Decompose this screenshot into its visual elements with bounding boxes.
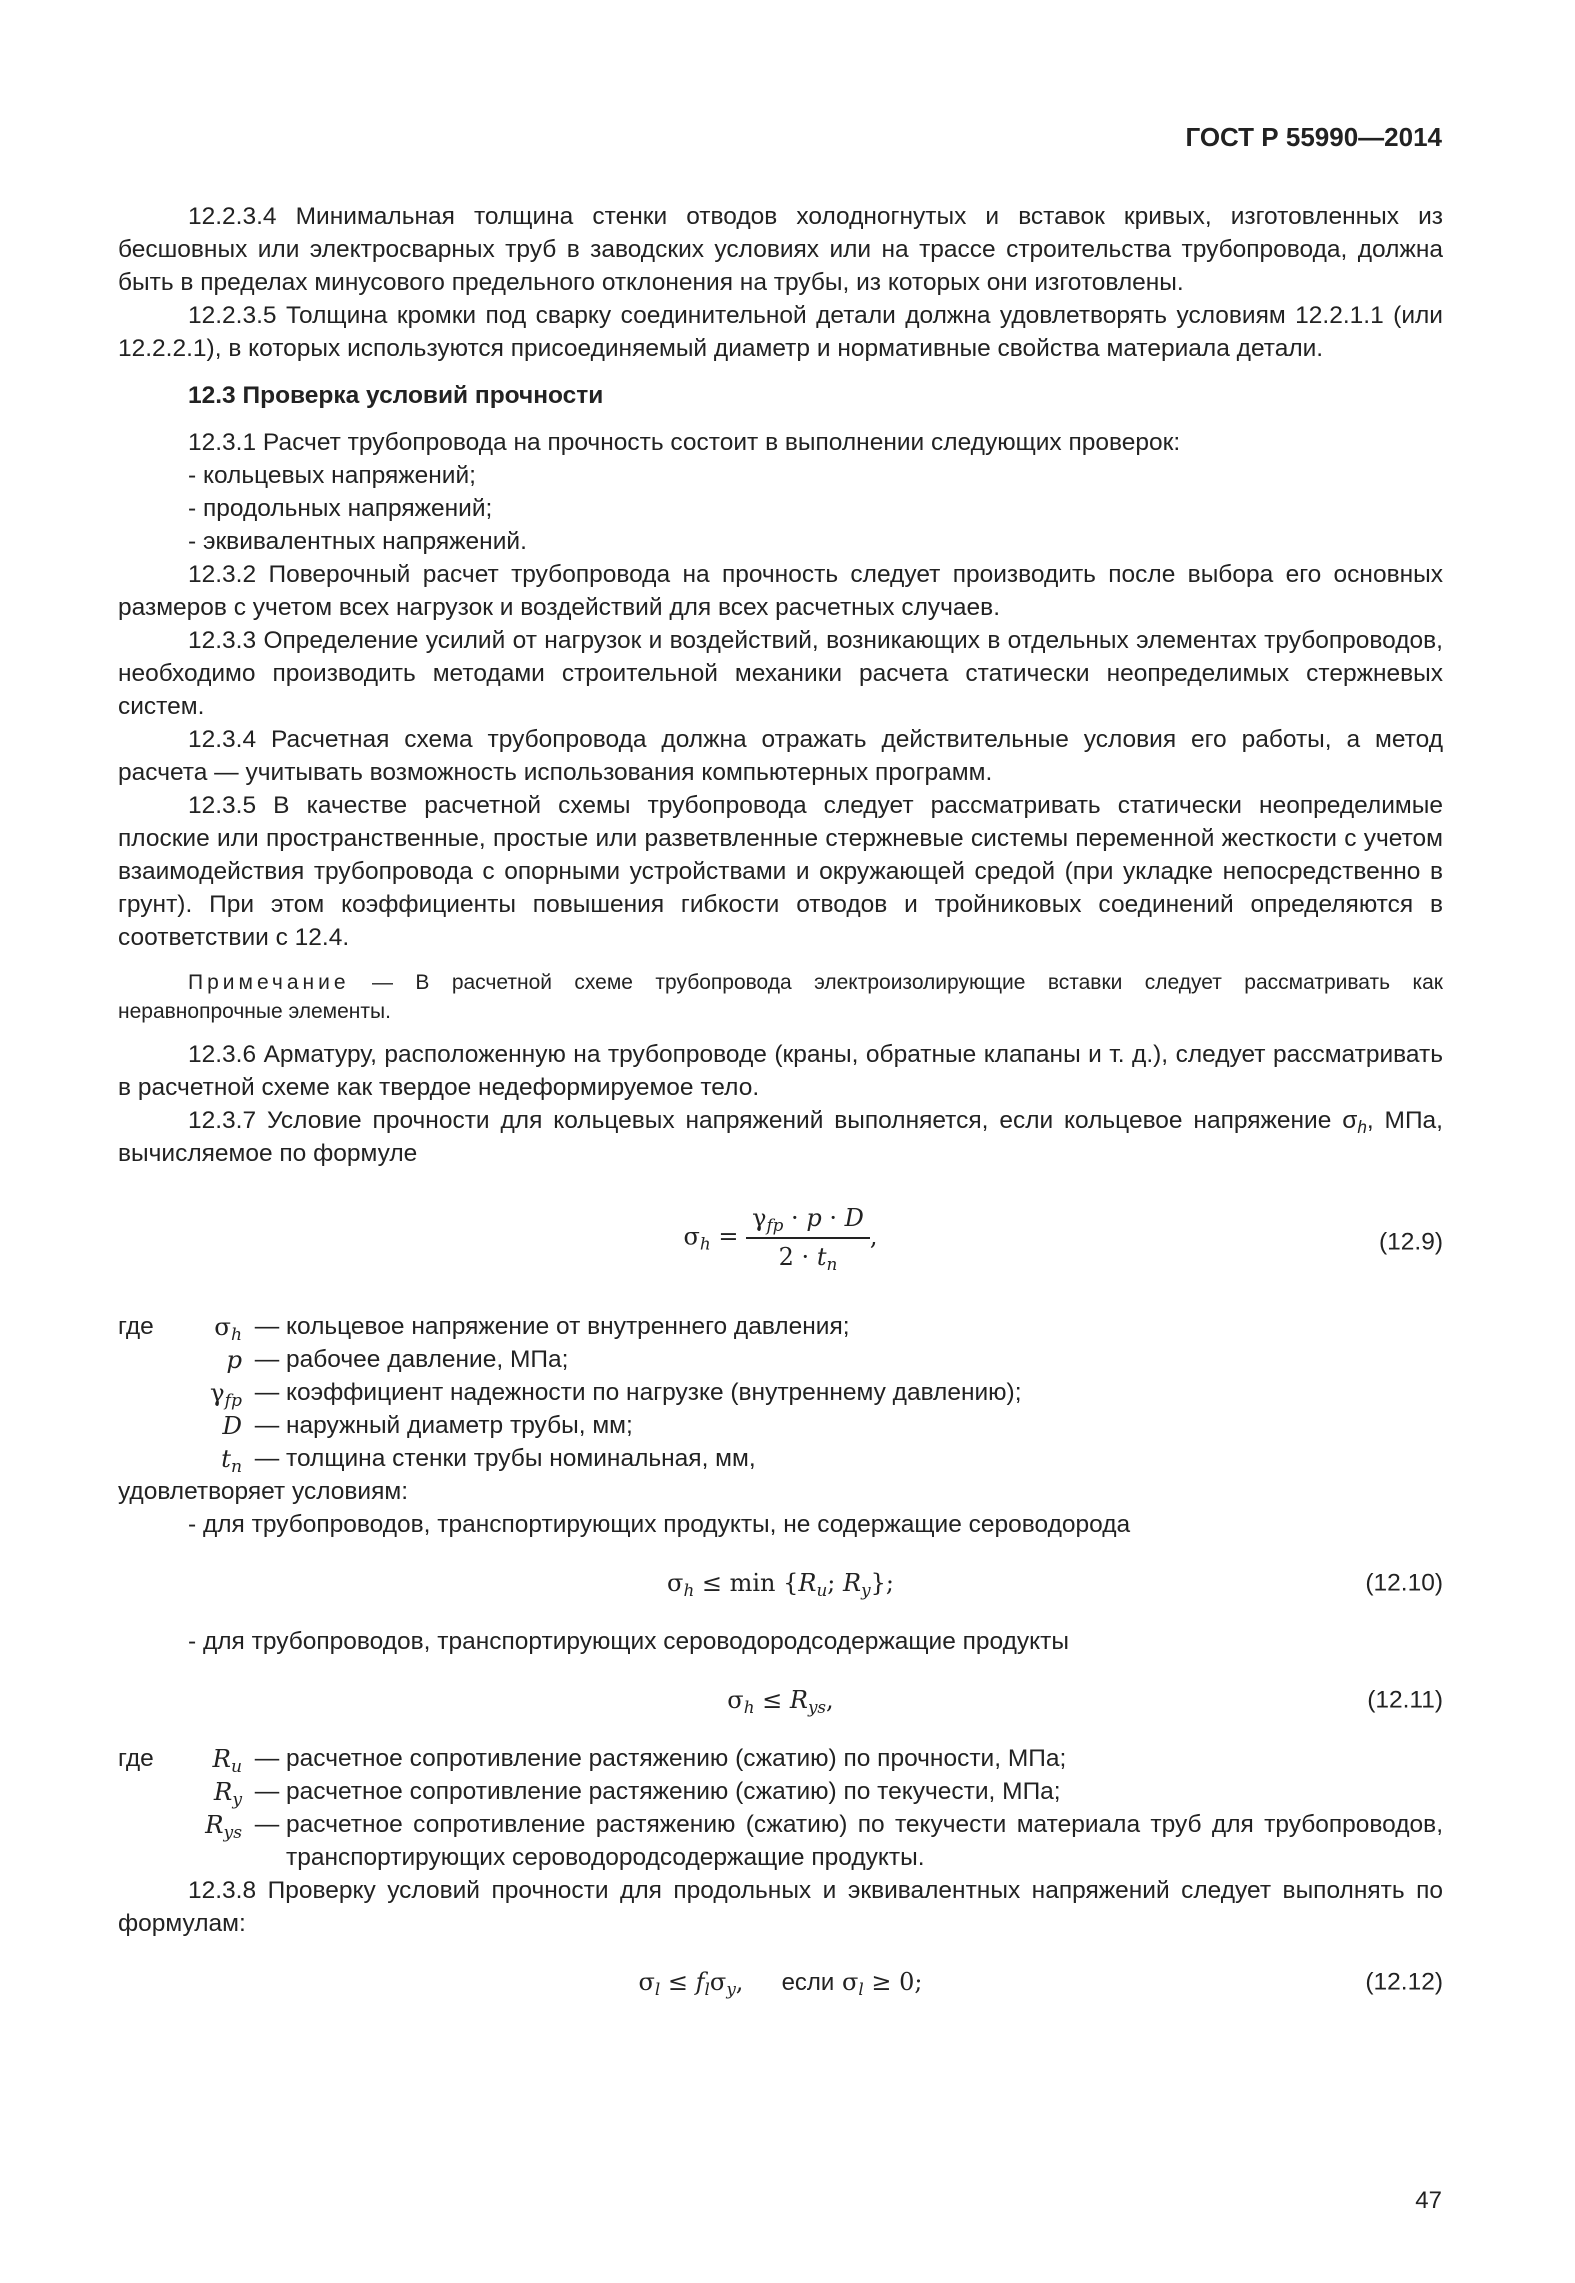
condition-2: - для трубопроводов, транспортирующих сероводородсодержащие продукты <box>188 1628 1069 1655</box>
formula-number: (12.10) <box>1365 1569 1443 1597</box>
formula-expression: $\sigma_l \le f_l\sigma_y$, если $\sigma_l \ge 0$; <box>638 1968 923 1999</box>
section-heading-12-3: 12.3 Проверка условий прочности <box>188 382 604 409</box>
paragraph-12-3-6: 12.3.6 Арматуру, расположенную на трубопроводе (краны, обратные клапаны и т. д.), следует рассматривать в расчетной схеме как твердое недеформируемое тело. <box>118 1041 1443 1101</box>
formula-12-9 <box>118 1194 1443 1290</box>
formula-expression: $\sigma_h$ = $\frac{\gamma_{fp} \cdot p \cdot D}{2 \cdot t_n}$ , <box>683 1204 878 1274</box>
paragraph-12-3-8: 12.3.8 Проверку условий прочности для продольных и эквивалентных напряжений следует выполнять по формулам: <box>118 1877 1443 1937</box>
symbol-description: рабочее давление, МПа; <box>286 1346 569 1373</box>
symbol: $R_u$ <box>212 1744 242 1777</box>
formula-expression: $\sigma_h \le \min \{R_u$; $R_y$}; <box>667 1569 894 1600</box>
formula-number: (12.12) <box>1365 1968 1443 1996</box>
standard-header: ГОСТ Р 55990—2014 <box>1185 122 1442 152</box>
condition-1: - для трубопроводов, транспортирующих продукты, не содержащие сероводорода <box>188 1511 1131 1538</box>
where-lead: где <box>118 1313 154 1340</box>
note <box>118 968 1443 1026</box>
formula-expression: $\sigma_h \le R_{ys}$, <box>727 1686 834 1717</box>
formula-12-11 <box>118 1670 1443 1730</box>
satisfies-text: удовлетворяет условиям: <box>118 1478 409 1505</box>
symbol-description: кольцевое напряжение от внутреннего давления; <box>286 1313 850 1340</box>
paragraph-12-2-3-4: 12.2.3.4 Минимальная толщина стенки отводов холодногнутых и вставок кривых, изготовленных из бесшовных или электросварных труб в заводских условиях или на трассе строительства трубопровода, должна быть в пределах минусового предельного отклонения на трубы, из которых они изготовлены. <box>118 203 1443 296</box>
where-list: где $R_u$ — расчетное сопротивление растяжению (сжатию) по прочности, МПа; $R_y$ — расчетное сопротивление растяжению (сжатию) по текучести, МПа; $R_{ys}$ — расчетное сопротивление растяжению (сжатию) по текучести материала труб для трубопроводов, транспортирующих сероводородсодержащие продукты. <box>118 1742 1443 1874</box>
symbol-description: наружный диаметр трубы, мм; <box>286 1412 633 1439</box>
paragraph-12-3-4: 12.3.4 Расчетная схема трубопровода должна отражать действительные условия его работы, а метод расчета — учитывать возможность использования компьютерных программ. <box>118 726 1443 786</box>
symbol: $\sigma_h$ <box>214 1312 242 1345</box>
symbol: D <box>222 1411 242 1440</box>
formula-12-10 <box>118 1553 1443 1613</box>
symbol-description: коэффициент надежности по нагрузке (внутреннему давлению); <box>286 1379 1022 1406</box>
fraction: $\frac{\gamma_{fp} \cdot p \cdot D}{2 \cdot t_n}$ <box>746 1202 870 1274</box>
page-number: 47 <box>1415 2187 1442 2214</box>
symbol: $R_{ys}$ <box>205 1810 242 1843</box>
document-body <box>118 200 1443 2024</box>
note-label: Примечание <box>188 971 350 994</box>
list-item: - эквивалентных напряжений. <box>188 528 527 555</box>
symbol-description: расчетное сопротивление растяжению (сжатию) по прочности, МПа; <box>286 1745 1067 1772</box>
paragraph-12-3-7: 12.3.7 Условие прочности для кольцевых напряжений выполняется, если кольцевое напряжение $\sigma_h$, МПа, вычисляемое по формуле <box>118 1107 1443 1167</box>
paragraph-12-3-3: 12.3.3 Определение усилий от нагрузок и воздействий, возникающих в отдельных элементах трубопроводов, необходимо производить методами строительной механики расчета статически неопределимых стержневых систем. <box>118 627 1443 720</box>
paragraph-12-3-1: 12.3.1 Расчет трубопровода на прочность состоит в выполнении следующих проверок: <box>188 429 1181 456</box>
paragraph-12-2-3-5: 12.2.3.5 Толщина кромки под сварку соединительной детали должна удовлетворять условиям 12.2.1.1 (или 12.2.2.1), в которых используются присоединяемый диаметр и нормативные свойства материала детали. <box>118 302 1443 362</box>
formula-number: (12.11) <box>1367 1686 1443 1714</box>
where-list: где $\sigma_h$ — кольцевое напряжение от внутреннего давления; p — рабочее давление, МПа; $\gamma_{fp}$ — коэффициент надежности по нагрузке (внутреннему давлению); D — наружный диаметр трубы, мм; $t_n$ — толщина стенки трубы номинальная, мм, <box>118 1310 1443 1475</box>
list-item: - кольцевых напряжений; <box>188 462 476 489</box>
symbol: $R_y$ <box>213 1777 242 1810</box>
symbol: $t_n$ <box>221 1444 242 1477</box>
paragraph-12-3-2: 12.3.2 Поверочный расчет трубопровода на прочность следует производить после выбора его основных размеров с учетом всех нагрузок и воздействий для всех расчетных случаев. <box>118 561 1443 621</box>
symbol: p <box>226 1345 242 1374</box>
list-item: - продольных напряжений; <box>188 495 493 522</box>
symbol: $\gamma_{fp}$ <box>210 1378 242 1411</box>
symbol-description: толщина стенки трубы номинальная, мм, <box>286 1445 756 1472</box>
paragraph-12-3-5: 12.3.5 В качестве расчетной схемы трубопровода следует рассматривать статически неопределимые плоские или пространственные, простые или разветвленные стержневые системы переменной жесткости с учетом взаимодействия трубопровода с опорными устройствами и окружающей средой (при укладке непосредственно в грунт). При этом коэффициенты повышения гибкости отводов и тройниковых соединений определяются в соответствии с 12.4. <box>118 792 1443 951</box>
where-lead: где <box>118 1745 154 1772</box>
formula-number: (12.9) <box>1378 1228 1443 1256</box>
symbol-description: расчетное сопротивление растяжению (сжатию) по текучести, МПа; <box>286 1778 1061 1805</box>
note-text: — В расчетной схеме трубопровода электроизолирующие вставки следует рассматривать как неравнопрочные элементы. <box>118 971 1443 1023</box>
formula-12-12 <box>118 1952 1443 2012</box>
symbol-description: расчетное сопротивление растяжению (сжатию) по текучести материала труб для трубопроводов, транспортирующих сероводородсодержащие продукты. <box>286 1811 1443 1871</box>
